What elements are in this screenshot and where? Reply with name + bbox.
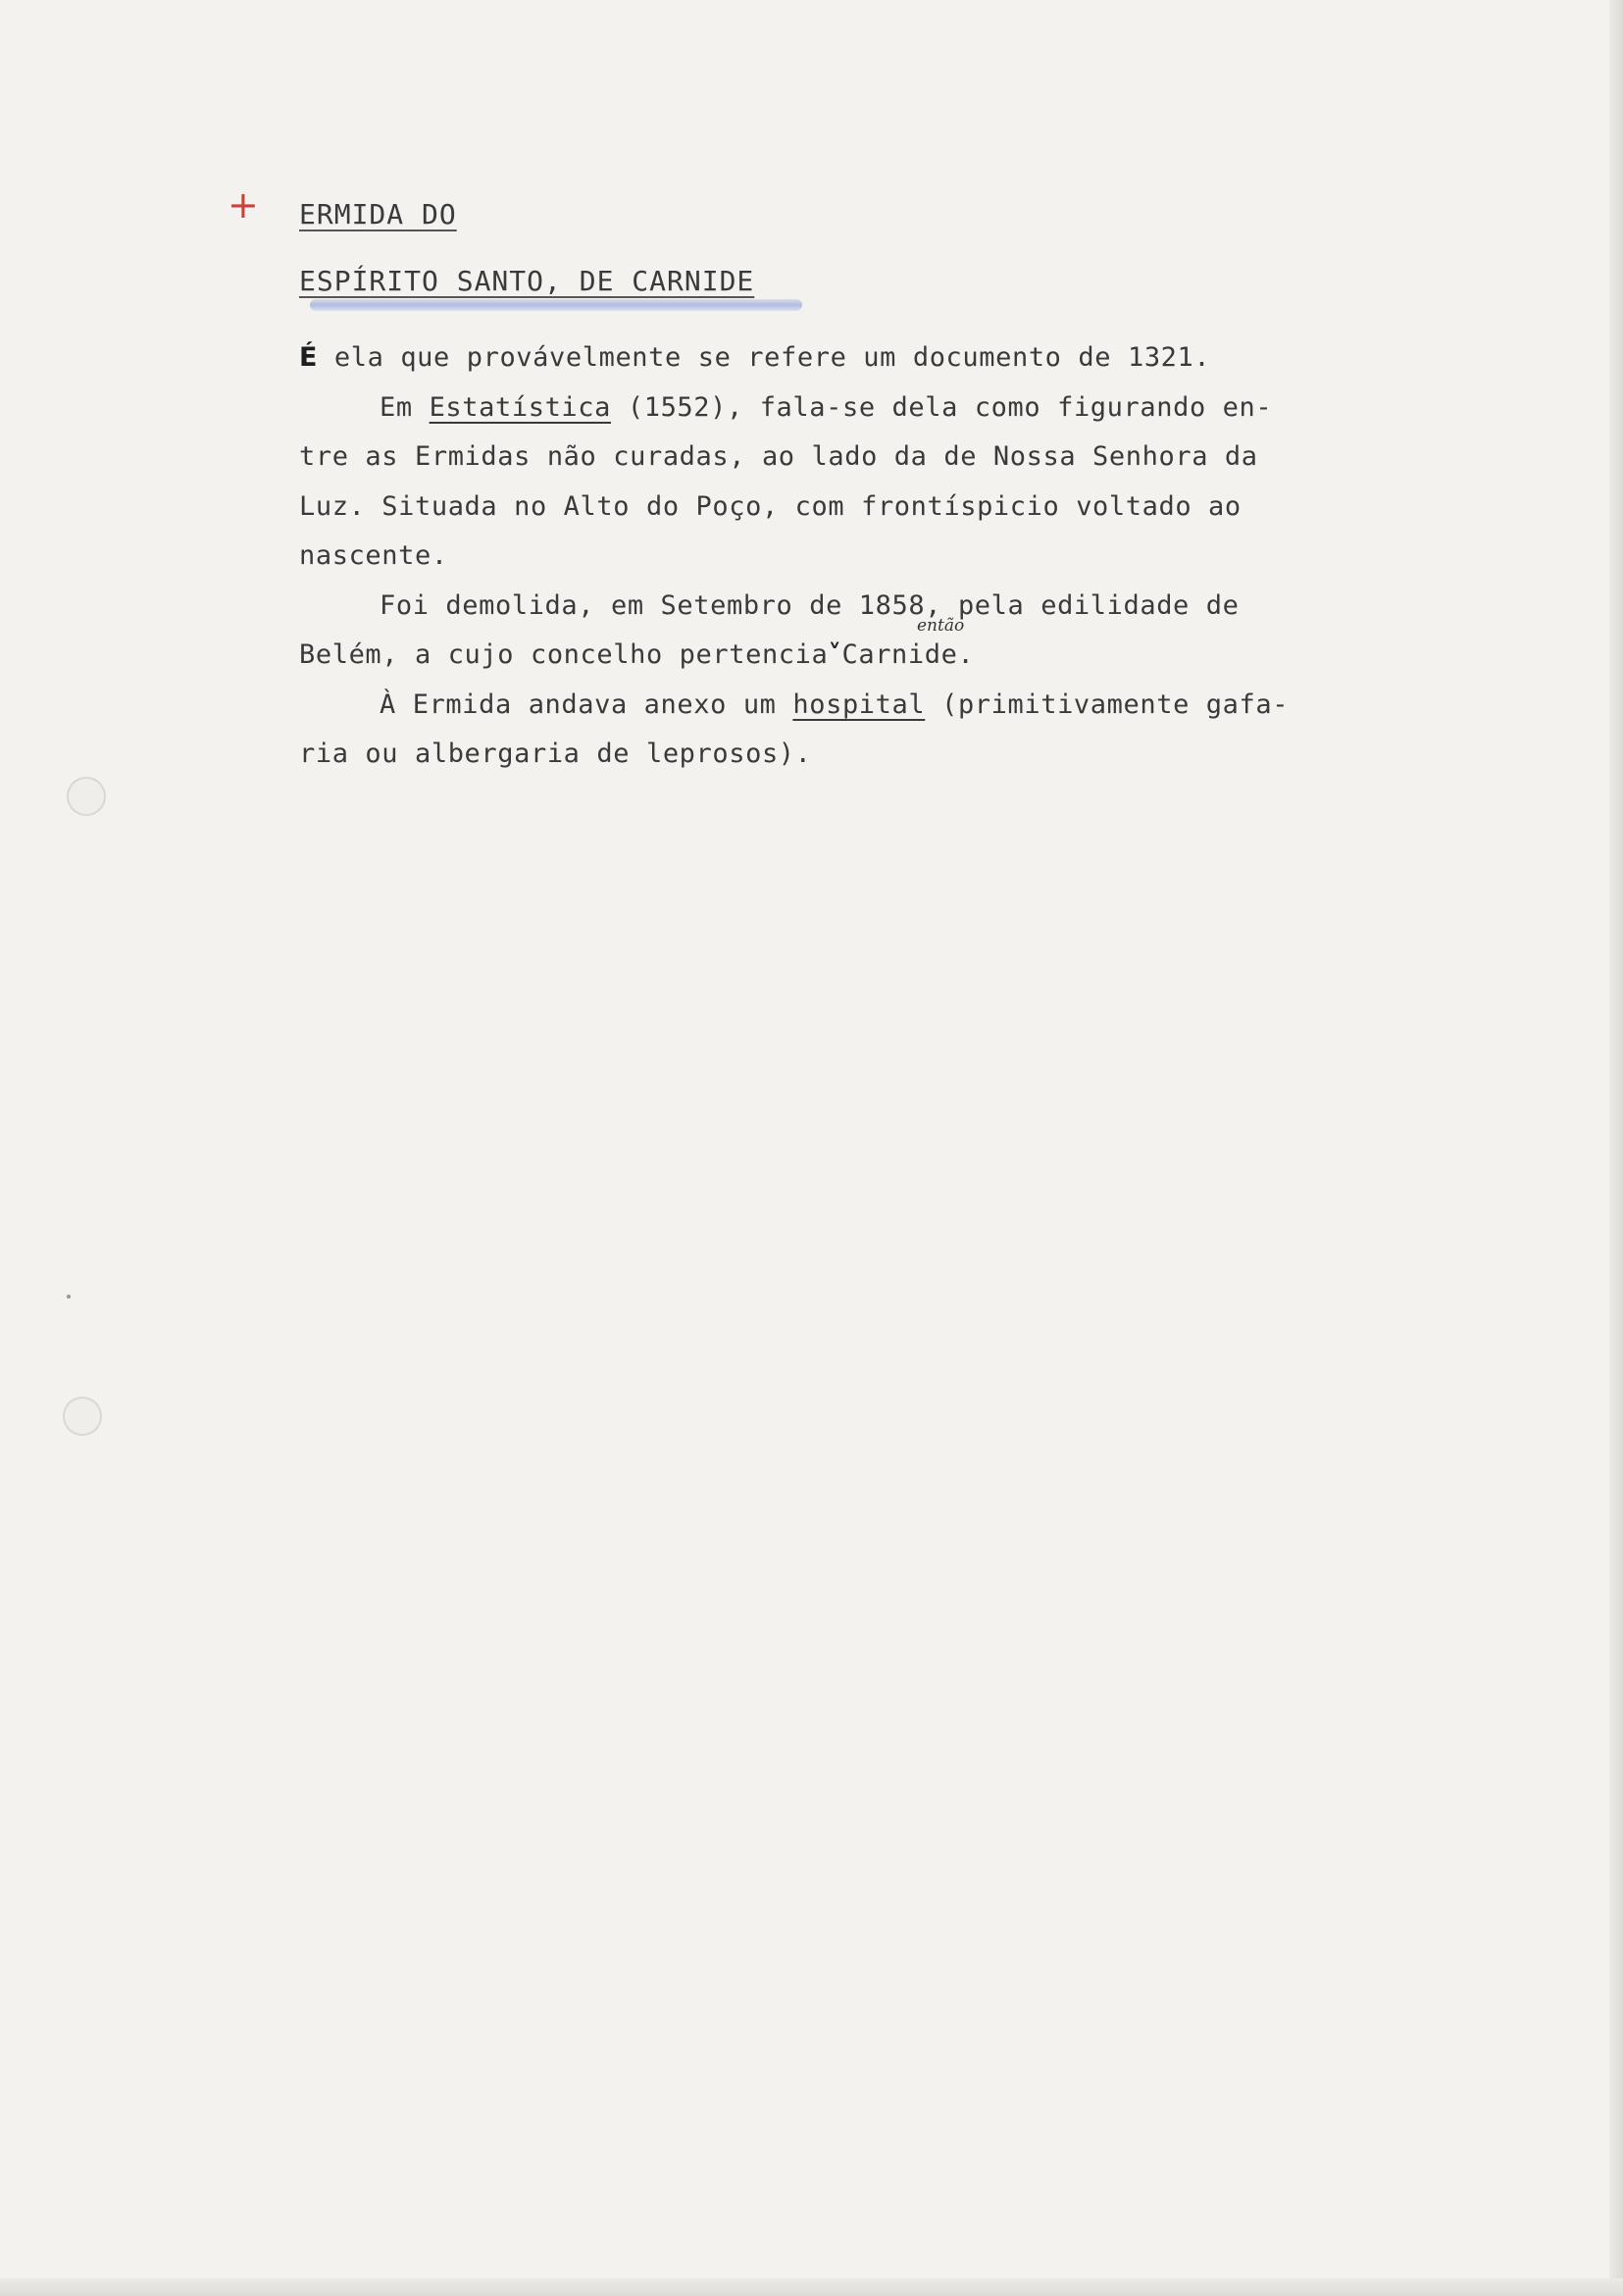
paragraph-1-line-1: É ela que provávelmente se refere um documento de 1321. [299, 342, 1211, 373]
stray-dot [67, 1295, 71, 1299]
handwritten-correction: É [299, 342, 319, 373]
punch-hole-lower [63, 1397, 102, 1436]
paragraph-3-line-1: Foi demolida, em Setembro de 1858, pela edilidade de [380, 589, 1240, 621]
paragraph-4-line-1: À Ermida andava anexo um hospital (primitivamente gafa- [380, 689, 1290, 720]
paragraph-4-line-2: ria ou albergaria de leprosos). [299, 739, 812, 769]
handwritten-insertion: então [917, 616, 965, 636]
paper-edge-bottom [0, 2278, 1623, 2296]
margin-plus-mark: + [228, 183, 259, 227]
underlined-estatistica: Estatística [429, 391, 611, 423]
punch-hole-upper [67, 777, 106, 816]
paragraph-2-line-1: Em Estatística (1552), fala-se dela como figurando en- [380, 391, 1273, 423]
paragraph-2-line-3: Luz. Situada no Alto do Poço, com frontíspicio voltado ao [299, 490, 1242, 522]
paragraph-2-line-2: tre as Ermidas não curadas, ao lado da de Nossa Senhora da [299, 441, 1258, 472]
heading-line-1: ERMIDA DO [299, 198, 457, 230]
underlined-hospital: hospital [792, 689, 926, 720]
paragraph-2-line-4: nascente. [299, 540, 448, 571]
paper-edge-right [1609, 0, 1623, 2296]
insertion-caret: ˅ [828, 639, 842, 670]
document-body [299, 333, 1491, 780]
paragraph-3-line-2: Belém, a cujo concelho pertencia˅Carnide. [299, 639, 975, 670]
heading-line-2: ESPÍRITO SANTO, DE CARNIDE [299, 265, 755, 297]
blue-pencil-highlight [310, 299, 802, 311]
